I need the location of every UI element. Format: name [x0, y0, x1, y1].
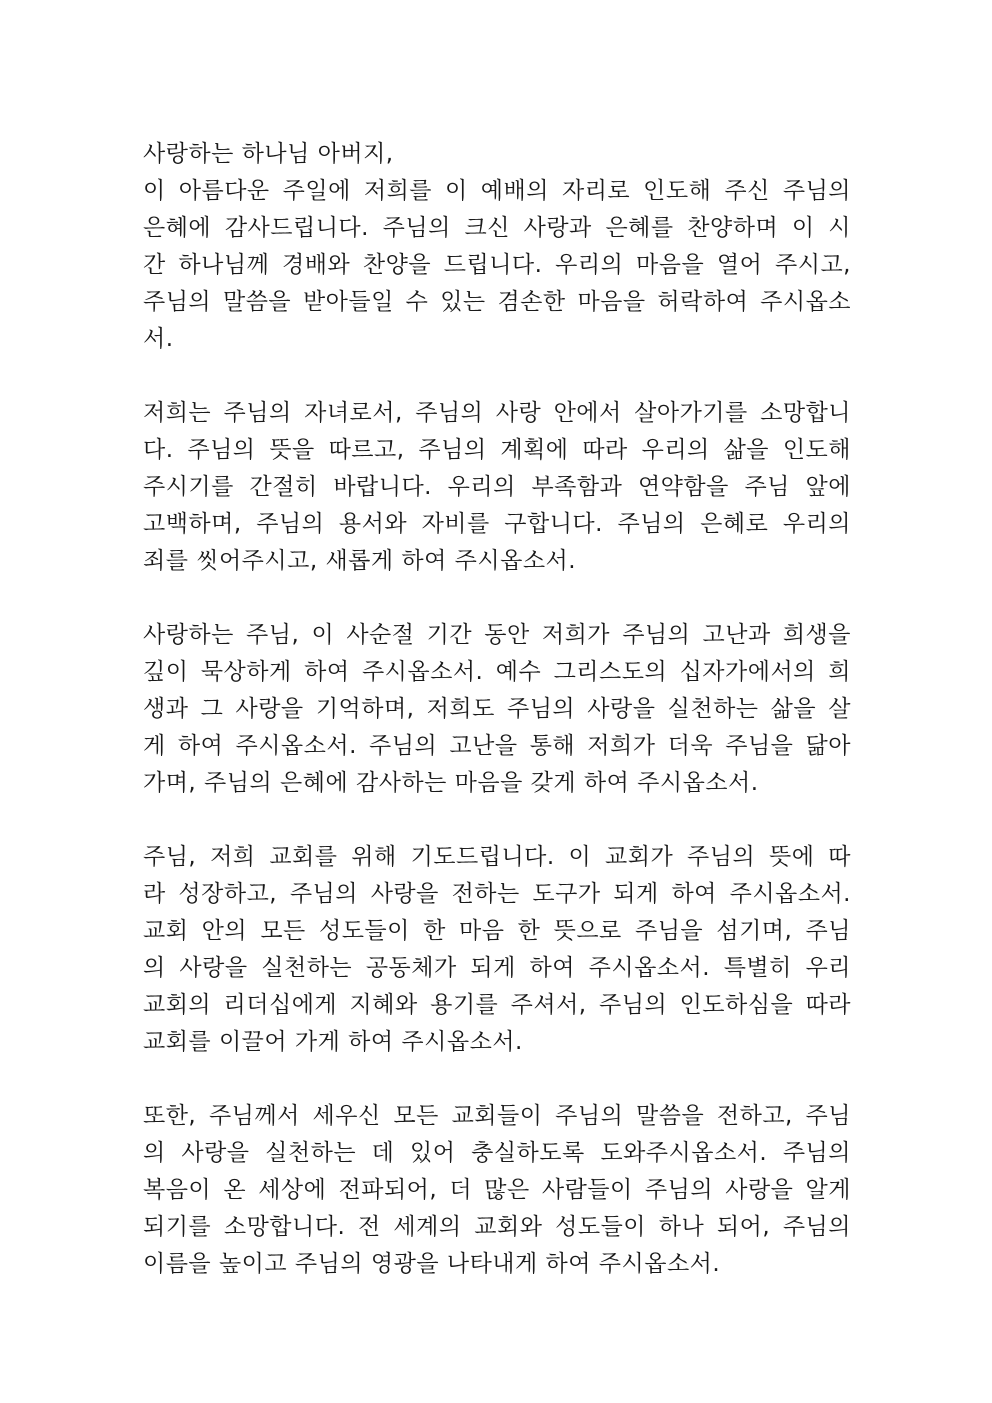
paragraph	[143, 136, 851, 358]
paragraph-gap	[143, 1061, 851, 1098]
text-line: 의 사랑을 실천하는 공동체가 되게 하여 주시옵소서. 특별히 우리	[143, 955, 851, 981]
text-line: 이름을 높이고 주님의 영광을 나타내게 하여 주시옵소서.	[143, 1251, 721, 1277]
text-line: 서.	[143, 326, 174, 352]
text-line: 생과 그 사랑을 기억하며, 저희도 주님의 사랑을 실천하는 삶을 살	[143, 696, 851, 722]
text-line: 깊이 묵상하게 하여 주시옵소서. 예수 그리스도의 십자가에서의 희	[143, 659, 851, 685]
text-line: 간 하나님께 경배와 찬양을 드립니다. 우리의 마음을 열어 주시고,	[143, 252, 851, 278]
text-line: 교회의 리더십에게 지혜와 용기를 주셔서, 주님의 인도하심을 따라	[143, 992, 851, 1018]
text-line: 주님의 말씀을 받아들일 수 있는 겸손한 마음을 허락하여 주시옵소	[143, 289, 851, 315]
text-line: 가며, 주님의 은혜에 감사하는 마음을 갖게 하여 주시옵소서.	[143, 770, 759, 796]
prayer-text	[143, 136, 851, 1283]
text-line: 주시기를 간절히 바랍니다. 우리의 부족함과 연약함을 주님 앞에	[143, 474, 851, 500]
text-line: 또한, 주님께서 세우신 모든 교회들이 주님의 말씀을 전하고, 주님	[143, 1103, 851, 1129]
text-line: 고백하며, 주님의 용서와 자비를 구합니다. 주님의 은혜로 우리의	[143, 511, 851, 537]
paragraph	[143, 617, 851, 802]
text-line: 은혜에 감사드립니다. 주님의 크신 사랑과 은혜를 찬양하며 이 시	[143, 215, 851, 241]
paragraph	[143, 395, 851, 580]
text-line: 교회 안의 모든 성도들이 한 마음 한 뜻으로 주님을 섬기며, 주님	[143, 918, 851, 944]
text-line: 죄를 씻어주시고, 새롭게 하여 주시옵소서.	[143, 548, 577, 574]
paragraph	[143, 1098, 851, 1283]
paragraph-gap	[143, 580, 851, 617]
text-line: 사랑하는 주님, 이 사순절 기간 동안 저희가 주님의 고난과 희생을	[143, 622, 851, 648]
text-line: 이 아름다운 주일에 저희를 이 예배의 자리로 인도해 주신 주님의	[143, 178, 851, 204]
paragraph-gap	[143, 358, 851, 395]
text-line: 교회를 이끌어 가게 하여 주시옵소서.	[143, 1029, 523, 1055]
paragraph	[143, 839, 851, 1061]
text-line: 라 성장하고, 주님의 사랑을 전하는 도구가 되게 하여 주시옵소서.	[143, 881, 851, 907]
text-line: 되기를 소망합니다. 전 세계의 교회와 성도들이 하나 되어, 주님의	[143, 1214, 851, 1240]
text-line: 의 사랑을 실천하는 데 있어 충실하도록 도와주시옵소서. 주님의	[143, 1140, 851, 1166]
text-line: 게 하여 주시옵소서. 주님의 고난을 통해 저희가 더욱 주님을 닮아	[143, 733, 851, 759]
text-line: 복음이 온 세상에 전파되어, 더 많은 사람들이 주님의 사랑을 알게	[143, 1177, 851, 1203]
paragraph-gap	[143, 802, 851, 839]
text-line: 저희는 주님의 자녀로서, 주님의 사랑 안에서 살아가기를 소망합니	[143, 400, 851, 426]
text-line: 사랑하는 하나님 아버지,	[143, 141, 394, 167]
text-line: 다. 주님의 뜻을 따르고, 주님의 계획에 따라 우리의 삶을 인도해	[143, 437, 851, 463]
text-line: 주님, 저희 교회를 위해 기도드립니다. 이 교회가 주님의 뜻에 따	[143, 844, 851, 870]
